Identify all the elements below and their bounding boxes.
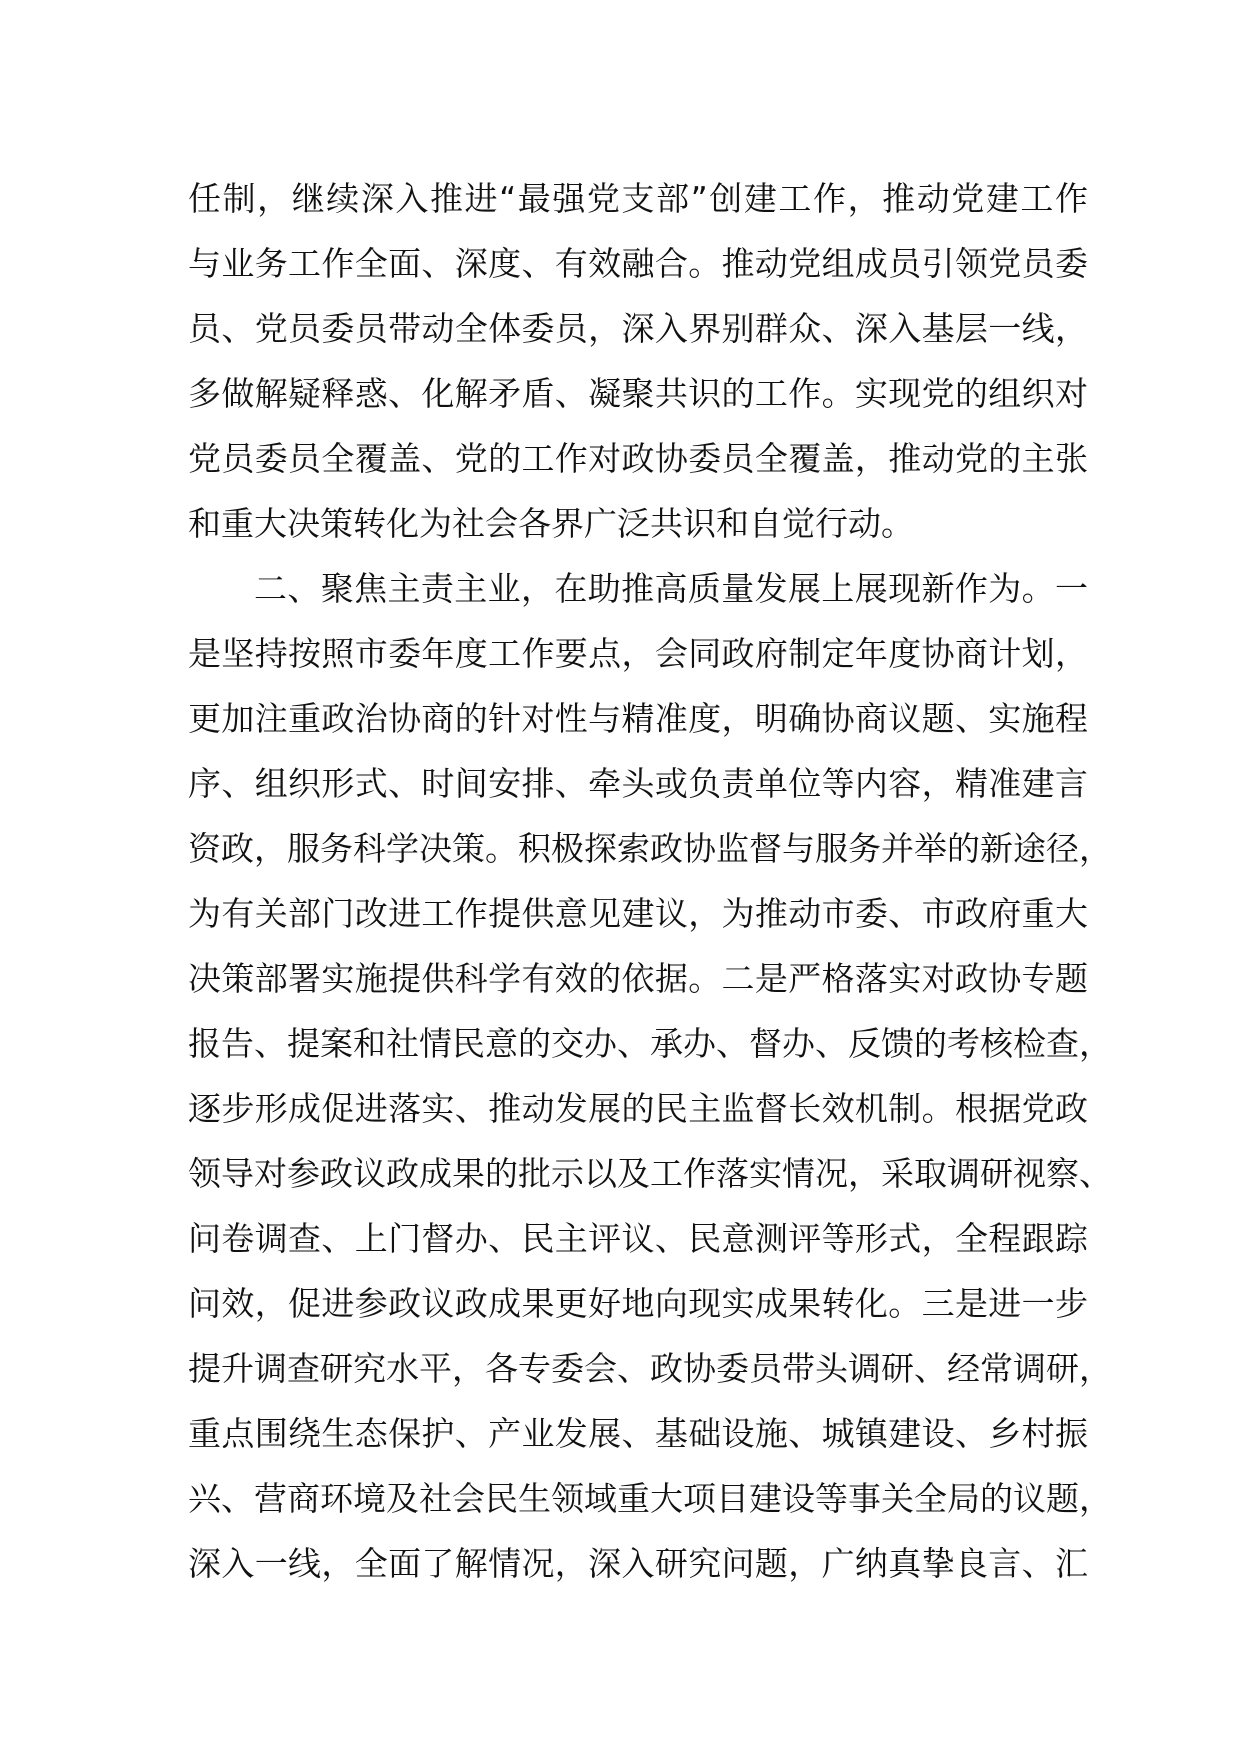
text-line: 决策部署实施提供科学有效的依据。二是严格落实对政协专题 bbox=[188, 959, 1088, 998]
text-line: 深入一线，全面了解情况，深入研究问题，广纳真挚良言、汇 bbox=[188, 1544, 1088, 1583]
text-line: 重点围绕生态保护、产业发展、基础设施、城镇建设、乡村振 bbox=[188, 1414, 1088, 1453]
text-line: 党员委员全覆盖、党的工作对政协委员全覆盖，推动党的主张 bbox=[188, 439, 1088, 478]
text-line: 为有关部门改进工作提供意见建议，为推动市委、市政府重大 bbox=[188, 894, 1088, 933]
text-line: 兴、营商环境及社会民生领域重大项目建设等事关全局的议题， bbox=[188, 1479, 1112, 1518]
text-line: 二、聚焦主责主业，在助推高质量发展上展现新作为。一 bbox=[254, 569, 1088, 608]
text-line: 和重大决策转化为社会各界广泛共识和自觉行动。 bbox=[188, 504, 914, 543]
text-line: 员、党员委员带动全体委员，深入界别群众、深入基层一线， bbox=[188, 309, 1088, 348]
text-line: 任制，继续深入推进“最强党支部”创建工作，推动党建工作 bbox=[188, 179, 1088, 218]
text-line: 序、组织形式、时间安排、牵头或负责单位等内容，精准建言 bbox=[188, 764, 1088, 803]
text-line: 领导对参政议政成果的批示以及工作落实情况，采取调研视察、 bbox=[188, 1154, 1112, 1193]
body-text bbox=[188, 166, 1112, 1596]
text-line: 更加注重政治协商的针对性与精准度，明确协商议题、实施程 bbox=[188, 699, 1088, 738]
text-line: 是坚持按照市委年度工作要点，会同政府制定年度协商计划， bbox=[188, 634, 1088, 673]
text-line: 提升调查研究水平，各专委会、政协委员带头调研、经常调研， bbox=[188, 1349, 1112, 1388]
text-line: 逐步形成促进落实、推动发展的民主监督长效机制。根据党政 bbox=[188, 1089, 1088, 1128]
text-line: 问效，促进参政议政成果更好地向现实成果转化。三是进一步 bbox=[188, 1284, 1088, 1323]
text-line: 多做解疑释惑、化解矛盾、凝聚共识的工作。实现党的组织对 bbox=[188, 374, 1088, 413]
text-line: 报告、提案和社情民意的交办、承办、督办、反馈的考核检查， bbox=[188, 1024, 1112, 1063]
text-line: 资政，服务科学决策。积极探索政协监督与服务并举的新途径， bbox=[188, 829, 1112, 868]
text-line: 问卷调查、上门督办、民主评议、民意测评等形式，全程跟踪 bbox=[188, 1219, 1088, 1258]
text-line: 与业务工作全面、深度、有效融合。推动党组成员引领党员委 bbox=[188, 244, 1088, 283]
